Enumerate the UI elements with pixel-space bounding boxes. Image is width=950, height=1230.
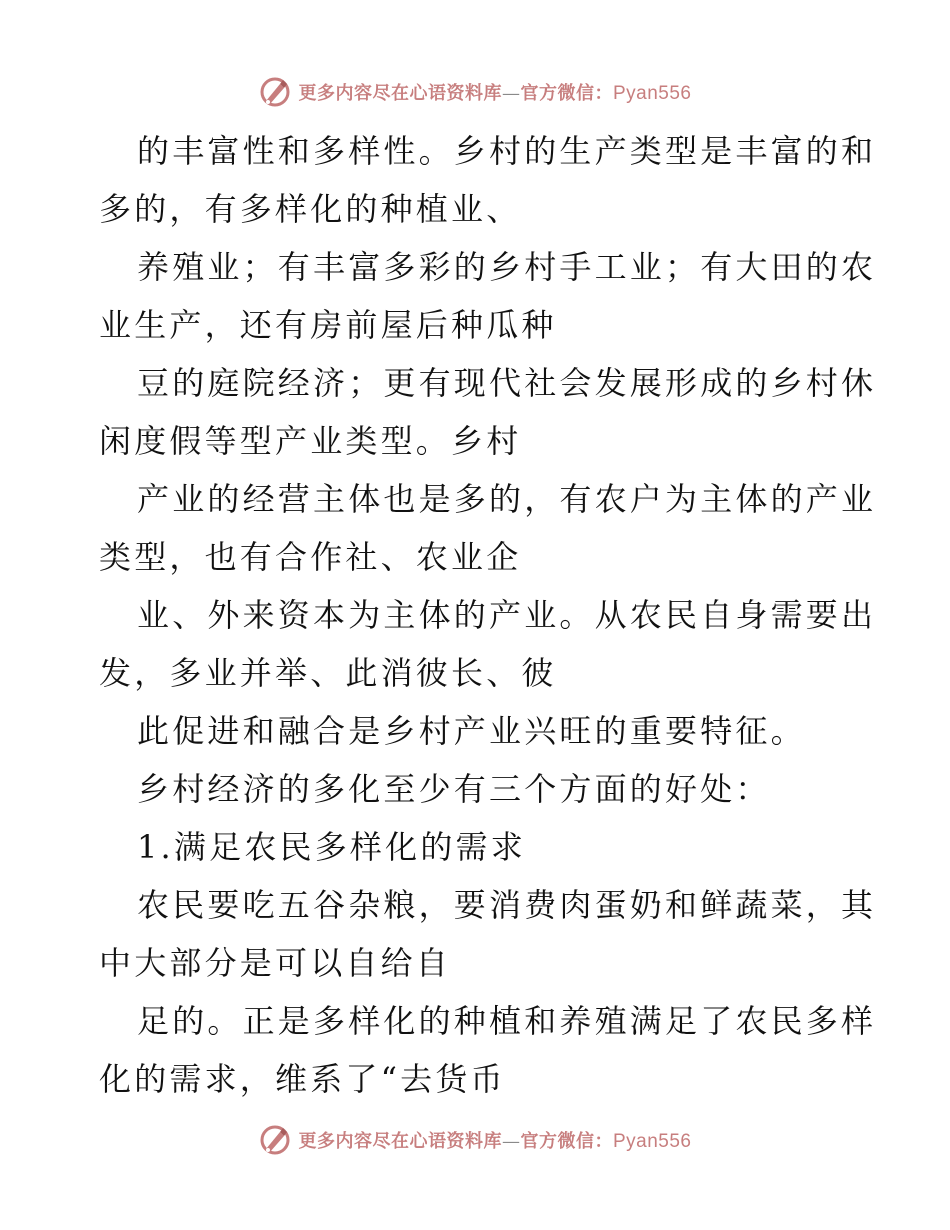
watermark-official: 官方微信： (520, 1131, 613, 1152)
text-line: 业、外来资本为主体的产业。从农民自身需要出 (137, 596, 877, 634)
text-line: 乡村经济的多化至少有三个方面的好处： (137, 770, 771, 808)
text-line: 的丰富性和多样性。乡村的生产类型是丰富的和 (137, 132, 877, 170)
header-watermark (0, 72, 950, 112)
watermark-text (298, 1127, 691, 1153)
document-body (99, 122, 877, 1108)
watermark-main: 更多内容尽在心语资料库 (298, 1131, 502, 1152)
watermark-official: 官方微信： (520, 83, 613, 104)
watermark-id: Pyan556 (612, 83, 692, 104)
text-line: 中大部分是可以自给自 (99, 944, 452, 982)
watermark-id: Pyan556 (612, 1131, 692, 1152)
text-line: 产业的经营主体也是多的，有农户为主体的产业 (137, 480, 877, 518)
text-line: 此促进和融合是乡村产业兴旺的重要特征。 (137, 712, 806, 750)
text-line: 足的。正是多样化的种植和养殖满足了农民多样 (137, 1002, 877, 1040)
watermark-separator: — (501, 1131, 521, 1152)
text-line: 发，多业并举、此消彼长、彼 (99, 654, 557, 692)
text-line: 多的，有多样化的种植业、 (99, 190, 522, 228)
list-heading: 1.满足农民多样化的需求 (137, 828, 526, 866)
watermark-text (298, 79, 691, 105)
watermark-separator: — (501, 83, 521, 104)
text-line: 类型，也有合作社、农业企 (99, 538, 522, 576)
footer-watermark (0, 1120, 950, 1160)
pen-logo-icon (258, 75, 292, 109)
text-line: 农民要吃五谷杂粮，要消费肉蛋奶和鲜蔬菜，其 (137, 886, 877, 924)
text-line: 业生产，还有房前屋后种瓜种 (99, 306, 557, 344)
pen-logo-icon (258, 1123, 292, 1157)
text-line: 闲度假等型产业类型。乡村 (99, 422, 522, 460)
text-line: 化的需求，维系了“去货币 (99, 1060, 506, 1098)
text-line: 养殖业；有丰富多彩的乡村手工业；有大田的农 (137, 248, 877, 286)
watermark-main: 更多内容尽在心语资料库 (298, 83, 502, 104)
text-line: 豆的庭院经济；更有现代社会发展形成的乡村休 (137, 364, 877, 402)
